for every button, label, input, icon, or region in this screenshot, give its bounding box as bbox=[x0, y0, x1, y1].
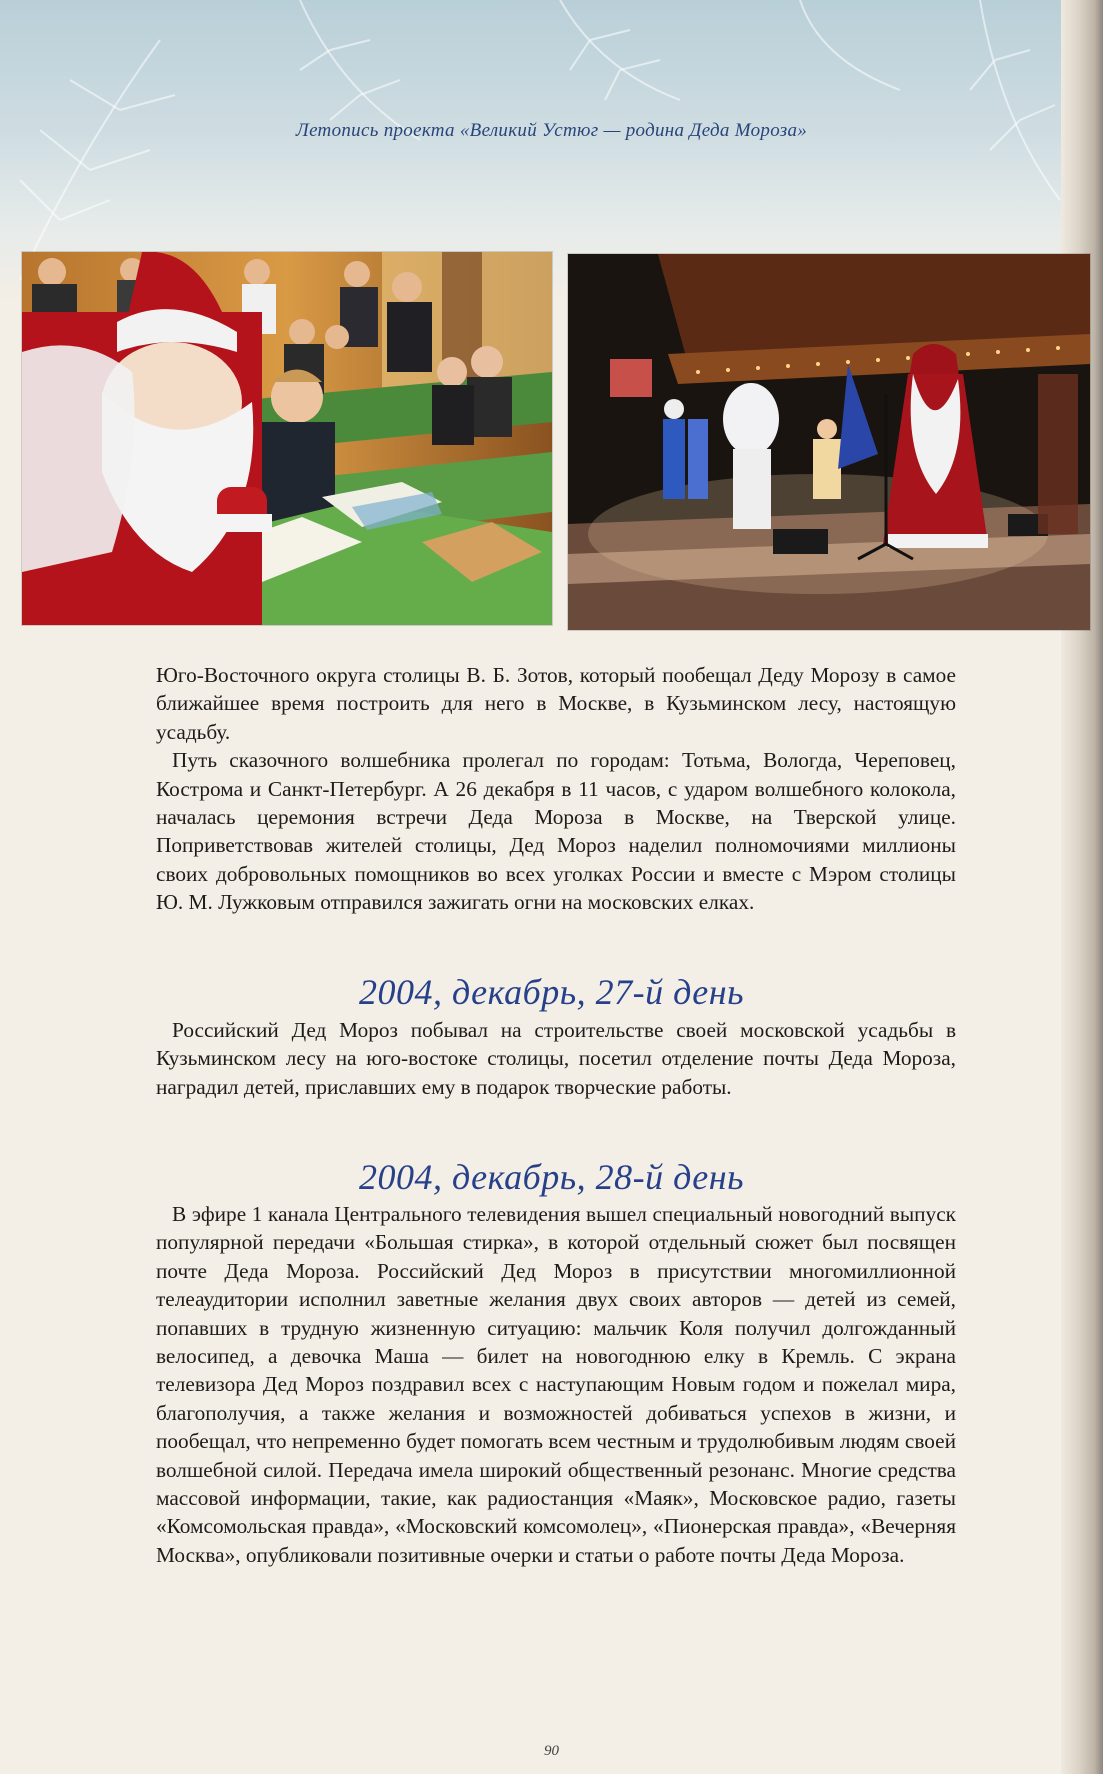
paragraph: В эфире 1 канала Центрального телевидения вышел специальный новогодний выпуск популярной передачи «Большая стирка», в которой отдельный сюжет был посвящен почте Деда Мороза. Российский Дед Мороз в присутствии многомиллионной телеаудитории исполнил заветные желания двух своих авторов — детей из семей, попавших в трудную жизненную ситуацию: мальчик Коля получил долгожданный велосипед, а девочка Маша — билет на новогоднюю елку в Кремль. С экрана телевизора Дед Мороз поздравил всех с наступающим Новым годом и пожелал мира, благополучия, а также желания и возможностей добиваться успехов в жизни, и пообещал, что непременно будет помогать всем честным и трудолюбивым людям своей волшебной силой. Передача имела широкий общественный резонанс. Многие средства массовой информации, такие, как радиостанция «Маяк», Московское радио, газеты «Комсомольская правда», «Московский комсомолец», «Пионерская правда», «Вечерняя Москва», опубликовали позитивные очерки и статьи о работе почты Деда Мороза. bbox=[156, 1202, 956, 1567]
paragraph: Юго-Восточного округа столицы В. Б. Зотов, который пообещал Деду Морозу в самое ближайшее время построить для него в Москве, в Кузьминском лесу, настоящую усадьбу. bbox=[156, 663, 956, 744]
stage-photo bbox=[568, 254, 1090, 630]
text-block-1 bbox=[156, 661, 956, 917]
classroom-photo bbox=[22, 252, 552, 625]
page-number: 90 bbox=[544, 1743, 559, 1759]
section-heading-dec-28: 2004, декабрь, 28-й день bbox=[359, 1157, 744, 1197]
paragraph: Путь сказочного волшебника пролегал по городам: Тотьма, Вологда, Череповец, Кострома и Санкт-Петербург. А 26 декабря в 11 часов, с ударом волшебного колокола, началась церемония встречи Деда Мороза в Москве, на Тверской улице. Поприветствовав жителей столицы, Дед Мороз наделил полномочиями миллионы своих добровольных помощников во всех уголках России и вместе с Мэром столицы Ю. М. Лужковым отправился зажигать огни на московских елках. bbox=[156, 748, 956, 915]
paragraph: Российский Дед Мороз побывал на строительстве своей московской усадьбы в Кузьминском лесу на юго-востоке столицы, посетил отделение почты Деда Мороза, наградил детей, приславших ему в подарок творческие работы. bbox=[156, 1018, 956, 1099]
running-head: Летопись проекта «Великий Устюг — родина Деда Мороза» bbox=[295, 120, 808, 141]
text-block-3 bbox=[156, 1200, 956, 1569]
section-heading-dec-27: 2004, декабрь, 27-й день bbox=[359, 972, 744, 1012]
text-block-2 bbox=[156, 1016, 956, 1101]
